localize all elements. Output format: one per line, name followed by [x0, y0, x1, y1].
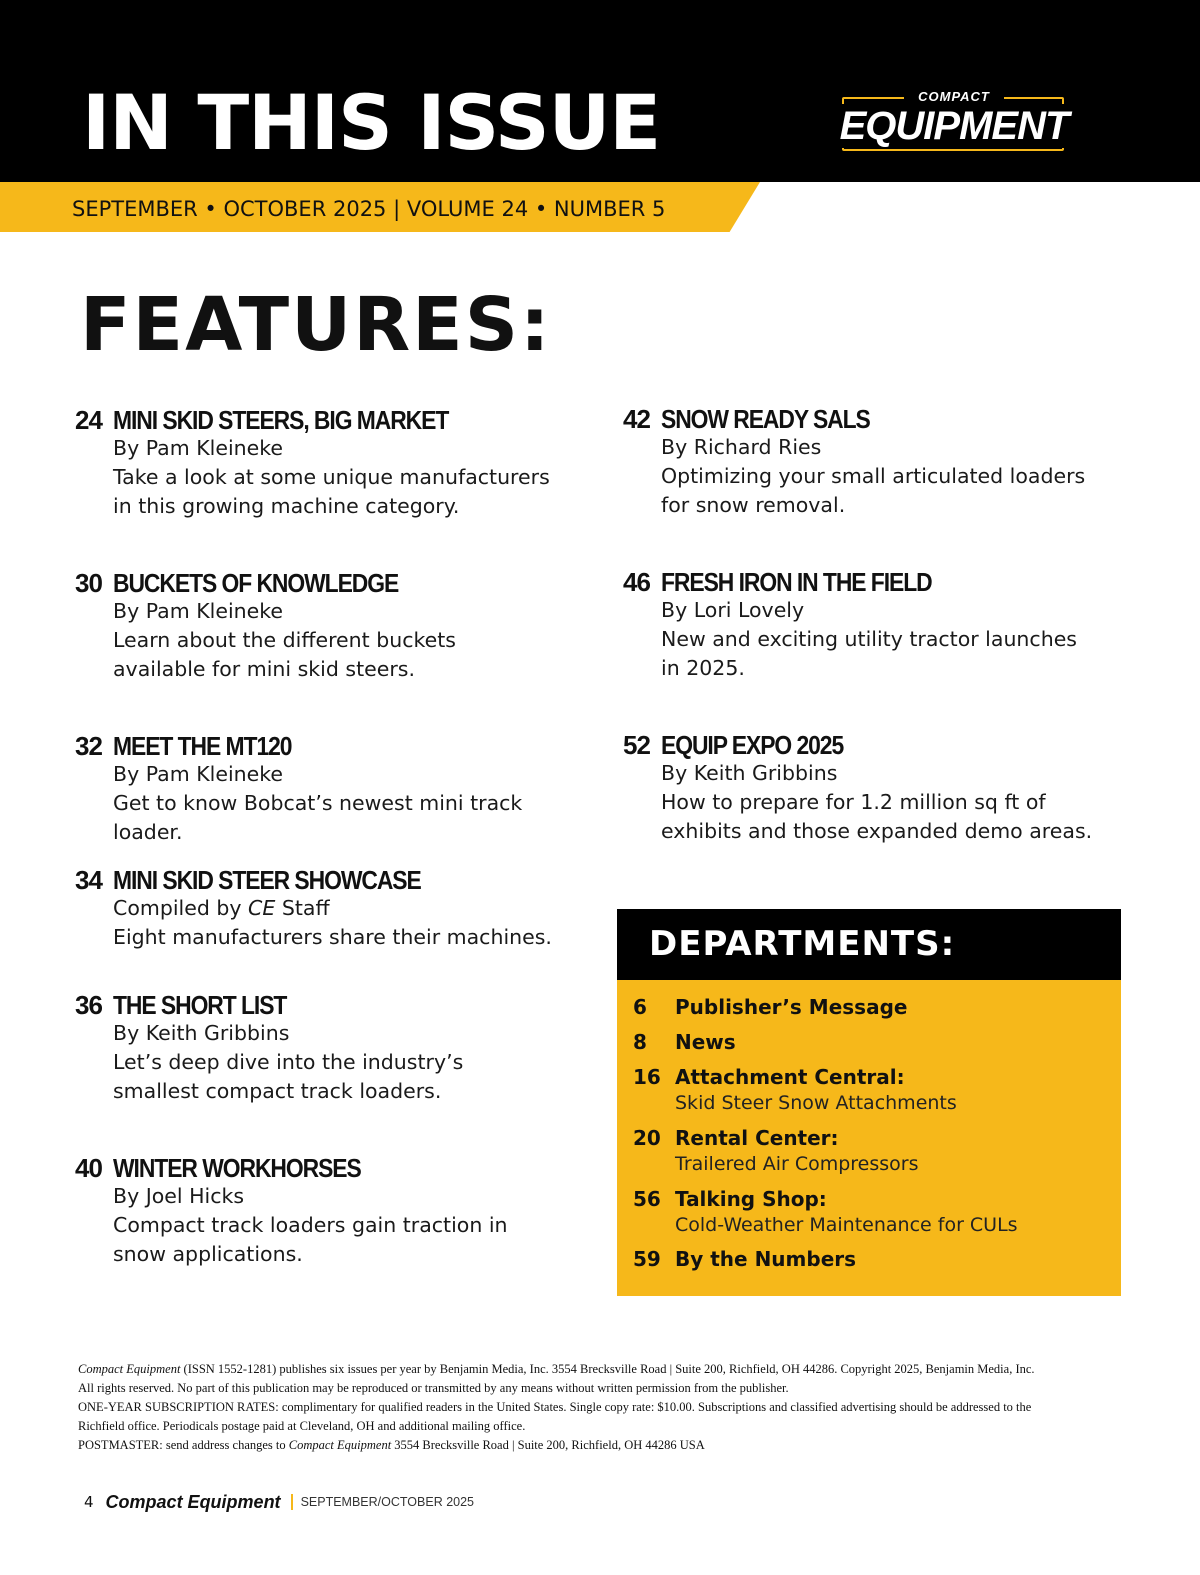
feature-byline: By Pam Kleineke [113, 599, 284, 623]
logo-equipment-wrap [832, 104, 1076, 148]
department-label[interactable]: Attachment Central: [675, 1065, 905, 1089]
feature-title[interactable]: SNOW READY SALS [661, 404, 870, 434]
postmaster-address: 3554 Brecksville Road | Suite 200, Richfield, OH 44286 USA [391, 1438, 705, 1452]
feature-description: Get to know Bobcat’s newest mini track loader. [113, 791, 523, 844]
feature-byline: By Pam Kleineke [113, 436, 284, 460]
feature-page-number: 36 [75, 990, 102, 1020]
departments-header [617, 909, 1121, 980]
feature-page-number: 42 [623, 404, 650, 434]
feature-description: Compact track loaders gain traction in snow applications. [113, 1213, 508, 1266]
feature-byline: By Lori Lovely [661, 598, 805, 622]
footer-brand: Compact Equipment [105, 1492, 281, 1512]
masthead-postmaster [78, 1436, 1048, 1455]
feature-byline: By Richard Ries [661, 435, 822, 459]
feature-description: Take a look at some unique manufacturers in this growing machine category. [113, 465, 550, 518]
masthead-pub-name: Compact Equipment [78, 1362, 181, 1376]
feature-page-number: 52 [623, 730, 650, 760]
departments-heading: DEPARTMENTS: [649, 924, 956, 964]
issue-date-volume: SEPTEMBER • OCTOBER 2025 | VOLUME 24 • NUMBER 5 [72, 197, 666, 221]
masthead-copyright: (ISSN 1552-1281) publishes six issues per year by Benjamin Media, Inc. 3554 Brecksville Road | Suite 200, Richfield, OH 44286. Copyright 2025, Benjamin Media, Inc. All rights reserved. No part of this publication may be reproduced or transmitted by any means without written permission from the publisher. [78, 1362, 1035, 1395]
footer-divider [291, 1494, 293, 1510]
page-title: IN THIS ISSUE [82, 78, 661, 167]
department-label[interactable]: By the Numbers [675, 1247, 857, 1271]
masthead-statement [78, 1360, 1048, 1455]
byline-ce-italic: CE [248, 896, 276, 920]
feature-title[interactable]: MEET THE MT120 [113, 731, 292, 761]
masthead-publication-info [78, 1360, 1048, 1398]
feature-title[interactable]: MINI SKID STEER SHOWCASE [113, 865, 421, 895]
department-page-number: 59 [633, 1247, 661, 1271]
department-page-number: 56 [633, 1187, 661, 1211]
feature-byline: By Keith Gribbins [661, 761, 838, 785]
footer-page-number: 4 [84, 1493, 94, 1511]
department-subtitle: Skid Steer Snow Attachments [675, 1092, 957, 1114]
department-label[interactable]: Talking Shop: [675, 1187, 827, 1211]
byline-prefix: Compiled by [113, 896, 249, 920]
department-label[interactable]: Rental Center: [675, 1126, 839, 1150]
logo-equipment-text: EQUIPMENT [836, 104, 1073, 148]
feature-page-number: 30 [75, 568, 102, 598]
feature-description: How to prepare for 1.2 million sq ft of exhibits and those expanded demo areas. [661, 790, 1093, 843]
feature-title[interactable]: WINTER WORKHORSES [113, 1153, 361, 1183]
footer-issue-date: SEPTEMBER/OCTOBER 2025 [300, 1495, 474, 1509]
feature-byline: By Joel Hicks [113, 1184, 245, 1208]
feature-description: Learn about the different buckets available for mini skid steers. [113, 628, 456, 681]
department-subtitle: Cold-Weather Maintenance for CULs [675, 1214, 1018, 1236]
department-label[interactable]: Publisher’s Message [675, 995, 908, 1019]
feature-page-number: 24 [75, 405, 102, 435]
feature-page-number: 32 [75, 731, 102, 761]
feature-description: Let’s deep dive into the industry’s smallest compact track loaders. [113, 1050, 464, 1103]
feature-page-number: 34 [75, 865, 102, 895]
compact-equipment-logo [832, 90, 1076, 156]
feature-description: Optimizing your small articulated loaders for snow removal. [661, 464, 1086, 517]
feature-title[interactable]: FRESH IRON IN THE FIELD [661, 567, 932, 597]
feature-byline: By Pam Kleineke [113, 762, 284, 786]
feature-byline: By Keith Gribbins [113, 1021, 290, 1045]
feature-description: Eight manufacturers share their machines. [113, 925, 552, 949]
departments-list [617, 980, 1121, 1296]
feature-description: New and exciting utility tractor launches in 2025. [661, 627, 1077, 680]
feature-title[interactable]: MINI SKID STEERS, BIG MARKET [113, 405, 449, 435]
postmaster-pub-name: Compact Equipment [288, 1438, 392, 1452]
feature-page-number: 40 [75, 1153, 102, 1183]
department-page-number: 6 [633, 995, 647, 1019]
feature-byline [113, 894, 553, 923]
feature-title[interactable]: BUCKETS OF KNOWLEDGE [113, 568, 399, 598]
feature-title[interactable]: THE SHORT LIST [113, 990, 287, 1020]
departments-box [617, 909, 1121, 1296]
department-page-number: 20 [633, 1126, 661, 1150]
department-subtitle: Trailered Air Compressors [675, 1153, 919, 1175]
page-footer [84, 1491, 474, 1513]
postmaster-prefix: POSTMASTER: send address changes to [78, 1438, 289, 1452]
department-label[interactable]: News [675, 1030, 736, 1054]
byline-suffix: Staff [275, 896, 330, 920]
logo-compact-text: COMPACT [918, 89, 990, 104]
feature-page-number: 46 [623, 567, 650, 597]
department-page-number: 16 [633, 1065, 661, 1089]
department-page-number: 8 [633, 1030, 647, 1054]
masthead-subscription: ONE-YEAR SUBSCRIPTION RATES: complimentary for qualified readers in the United States. Single copy rate: $10.00. Subscriptions and classified advertising should be addressed to the Richfield office. Periodicals postage paid at Cleveland, OH and additional mailing office. [78, 1400, 1032, 1433]
feature-title[interactable]: EQUIP EXPO 2025 [661, 730, 844, 760]
features-heading: FEATURES: [80, 282, 552, 368]
